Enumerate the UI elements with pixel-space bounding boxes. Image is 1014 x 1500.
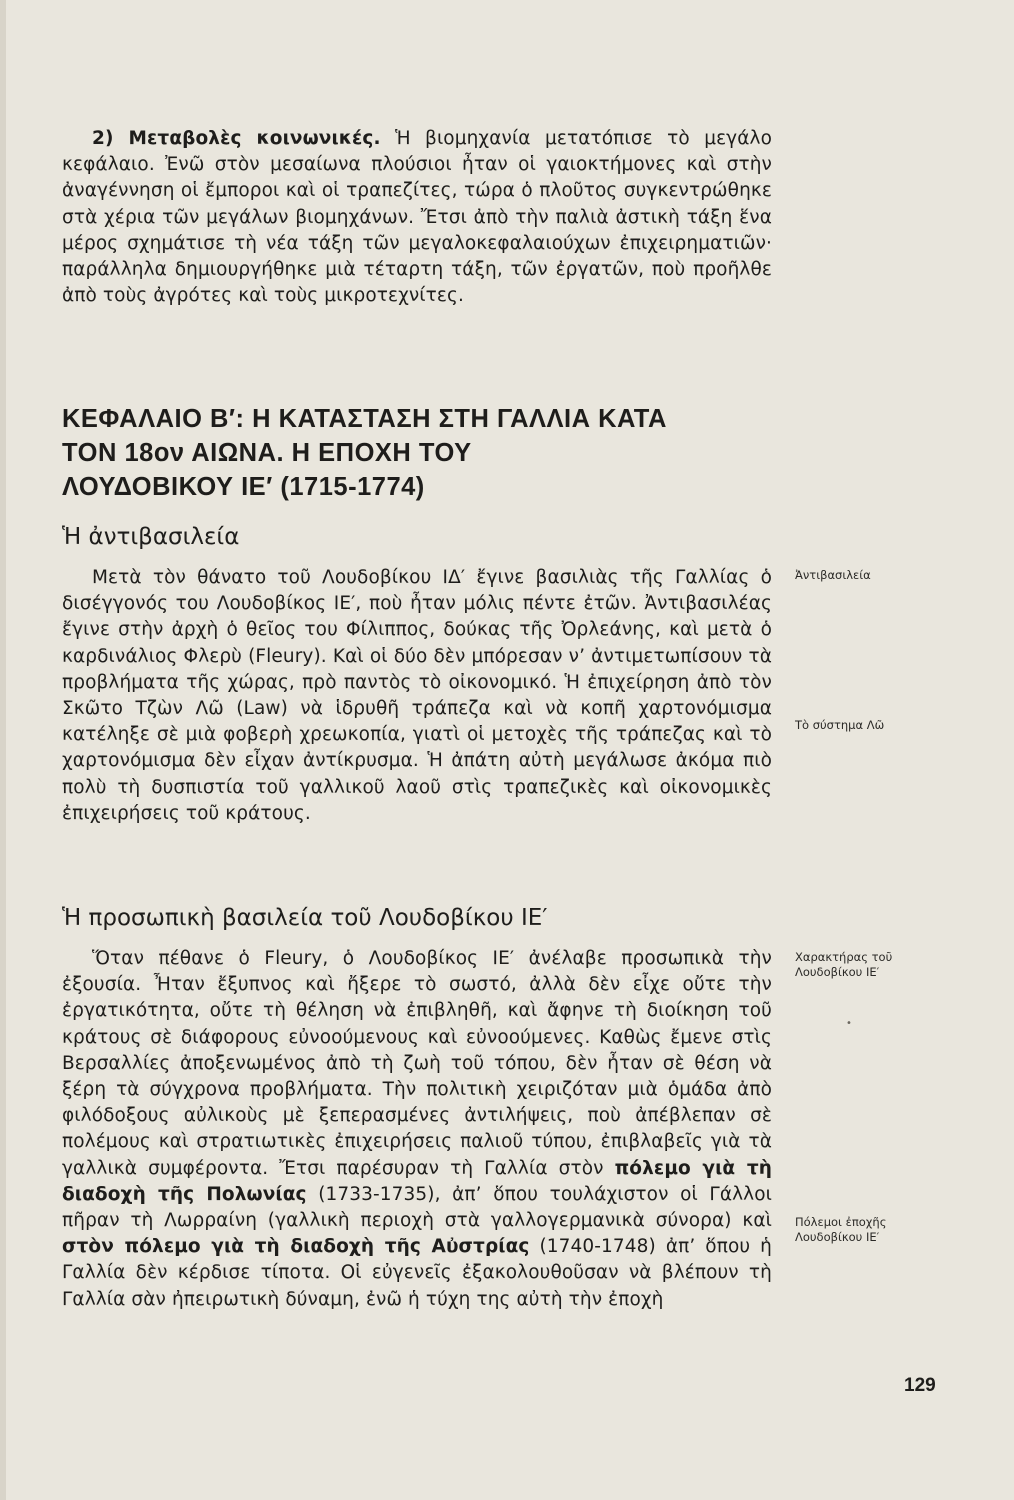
personal-reign-section bbox=[62, 946, 772, 1313]
margin-note-character: Χαρακτήρας τοῦ Λουδοβίκου ΙΕ′ bbox=[795, 950, 893, 979]
chapter-title-line-2: ΤΟΝ 18ον ΑΙΩΝΑ. Η ΕΠΟΧΗ ΤΟΥ bbox=[62, 439, 472, 467]
chapter-title bbox=[62, 402, 762, 504]
personal-reign-paragraph bbox=[62, 946, 772, 1313]
margin-note-regency: Ἀντιβασιλεία bbox=[795, 568, 871, 582]
social-changes-paragraph bbox=[62, 126, 772, 309]
polish-succession-war: πόλεμο γιὰ τὴ διαδοχὴ τῆς Πολωνίας bbox=[62, 1157, 772, 1205]
personal-reign-part-1: Ὅταν πέθανε ὁ Fleury, ὁ Λουδοβίκος ΙΕ′ ἀνέλαβε προσωπικὰ τὴν ἐξουσία. Ἦταν ἔξυπνος καὶ ἤξερε τὸ σωστό, ἀλλὰ δὲν εἶχε οὔτε τὴν ἐργατικότητα, οὔτε τὴ θέληση νὰ ἐπιβληθῆ, καὶ ἄφηνε τὴ διοίκηση τοῦ κράτους σὲ διάφορους εὐνοούμενους καὶ εὐνοούμενες. Καθὼς ἔμενε στὶς Βερσαλλίες ἀποξενωμένος ἀπὸ τὴ ζωὴ τοῦ τόπου, δὲν ἦταν σὲ θέση νὰ ξέρη τὰ σύγχρονα προβλήματα. Τὴν πολιτικὴ χειριζόταν μιὰ ὁμάδα ἀπὸ φιλόδοξους αὐλικοὺς μὲ ξεπερασμένες ἀντιλήψεις, ποὺ ἀπέβλεπαν σὲ πολέμους καὶ στρατιωτικὲς ἐπιχειρήσεις παλιοῦ τύπου, ἐπιβλαβεῖς γιὰ τὰ γαλλικὰ συμφέροντα. Ἔτσι παρέσυραν τὴ Γαλλία στὸν bbox=[62, 948, 772, 1179]
personal-reign-part-2: (1733-1735), ἀπ’ ὅπου τουλάχιστον οἱ Γάλλοι πῆραν τὴ Λωρραίνη (γαλλικὴ περιοχὴ στὰ γαλλογερμανικὰ σύνορα) καὶ bbox=[62, 1183, 772, 1232]
margin-note-law-system: Τὸ σύστημα Λῶ bbox=[795, 718, 885, 732]
page-edge bbox=[0, 0, 6, 1500]
chapter-title-line-3: ΛΟΥΔΟΒΙΚΟΥ ΙΕ′ (1715-1774) bbox=[62, 473, 425, 501]
regency-section bbox=[62, 565, 772, 827]
personal-reign-part-3: (1740-1748) ἀπ’ ὅπου ἡ Γαλλία δὲν κέρδισε τίποτα. Οἱ εὐγενεῖς ἐξακολουθοῦσαν νὰ βλέπουν τὴ Γαλλία σὰν ἠπειρωτικὴ δύναμη, ἐνῶ ἡ τύχη της αὐτὴ τὴν ἐποχὴ bbox=[62, 1236, 772, 1310]
social-changes-body: Ἡ βιομηχανία μετατόπισε τὸ μεγάλο κεφάλαιο. Ἐνῶ στὸν μεσαίωνα πλούσιοι ἦταν οἱ γαιοκτήμονες καὶ στὴν ἀναγέννηση οἱ ἔμποροι καὶ οἱ τραπεζίτες, τώρα ὁ πλοῦτος συγκεντρώθηκε στὰ χέρια τῶν μεγάλων βιομηχάνων. Ἔτσι ἀπὸ τὴν παλιὰ ἀστικὴ τάξη ἕνα μέρος σχημάτισε τὴ νέα τάξη τῶν μεγαλοκεφαλαιούχων ἐπιχειρηματιῶν· παράλληλα δημιουργήθηκε μιὰ τέταρτη τάξη, τῶν ἐργατῶν, ποὺ προῆλθε ἀπὸ τοὺς ἀγρότες καὶ τοὺς μικροτεχνίτες. bbox=[62, 128, 772, 307]
page-number: 129 bbox=[904, 1375, 936, 1396]
regency-heading: Ἡ ἀντιβασιλεία bbox=[62, 524, 240, 550]
regency-paragraph: Μετὰ τὸν θάνατο τοῦ Λουδοβίκου ΙΔ′ ἔγινε βασιλιὰς τῆς Γαλλίας ὁ δισέγγονός του Λουδοβίκος ΙΕ′, ποὺ ἦταν μόλις πέντε ἐτῶν. Ἀντιβασιλέας ἔγινε στὴν ἀρχὴ ὁ θεῖος του Φίλιππος, δούκας τῆς Ὀρλεάνης, καὶ μετὰ ὁ καρδινάλιος Φλερὺ (Fleury). Καὶ οἱ δύο δὲν μπόρεσαν ν’ ἀντιμετωπίσουν τὰ προβλήματα τῆς χώρας, πρὸ παντὸς τὸ οἰκονομικό. Ἡ ἐπιχείρηση ἀπὸ τὸν Σκῶτο Τζὼν Λῶ (Law) νὰ ἱδρυθῆ τράπεζα καὶ νὰ κοπῆ χαρτονόμισμα κατέληξε σὲ μιὰ φοβερὴ χρεωκοπία, γιατὶ οἱ μετοχὲς τῆς τράπεζας καὶ τὸ χαρτονόμισμα δὲν εἶχαν ἀντίκρυσμα. Ἡ ἀπάτη αὐτὴ μεγάλωσε ἀκόμα πιὸ πολὺ τὴ δυσπιστία τοῦ γαλλικοῦ λαοῦ στὶς τραπεζικὲς καὶ οἰκονομικὲς ἐπιχειρήσεις τοῦ κράτους. bbox=[62, 567, 772, 824]
austrian-succession-war: στὸν πόλεμο γιὰ τὴ διαδοχὴ τῆς Αὐστρίας bbox=[62, 1236, 530, 1258]
stray-ink-mark: • bbox=[846, 1018, 852, 1029]
margin-note-wars: Πόλεμοι ἐποχῆς Λουδοβίκου ΙΕ′ bbox=[795, 1215, 887, 1244]
personal-reign-heading: Ἡ προσωπικὴ βασιλεία τοῦ Λουδοβίκου ΙΕ′ bbox=[62, 905, 548, 931]
social-changes-lead: 2) Μεταβολὲς κοινωνικές. bbox=[92, 128, 381, 149]
chapter-title-line-1: ΚΕΦΑΛΑΙΟ Β′: Η ΚΑΤΑΣΤΑΣΗ ΣΤΗ ΓΑΛΛΙΑ ΚΑΤΑ bbox=[62, 405, 667, 433]
social-changes-section bbox=[62, 126, 772, 309]
